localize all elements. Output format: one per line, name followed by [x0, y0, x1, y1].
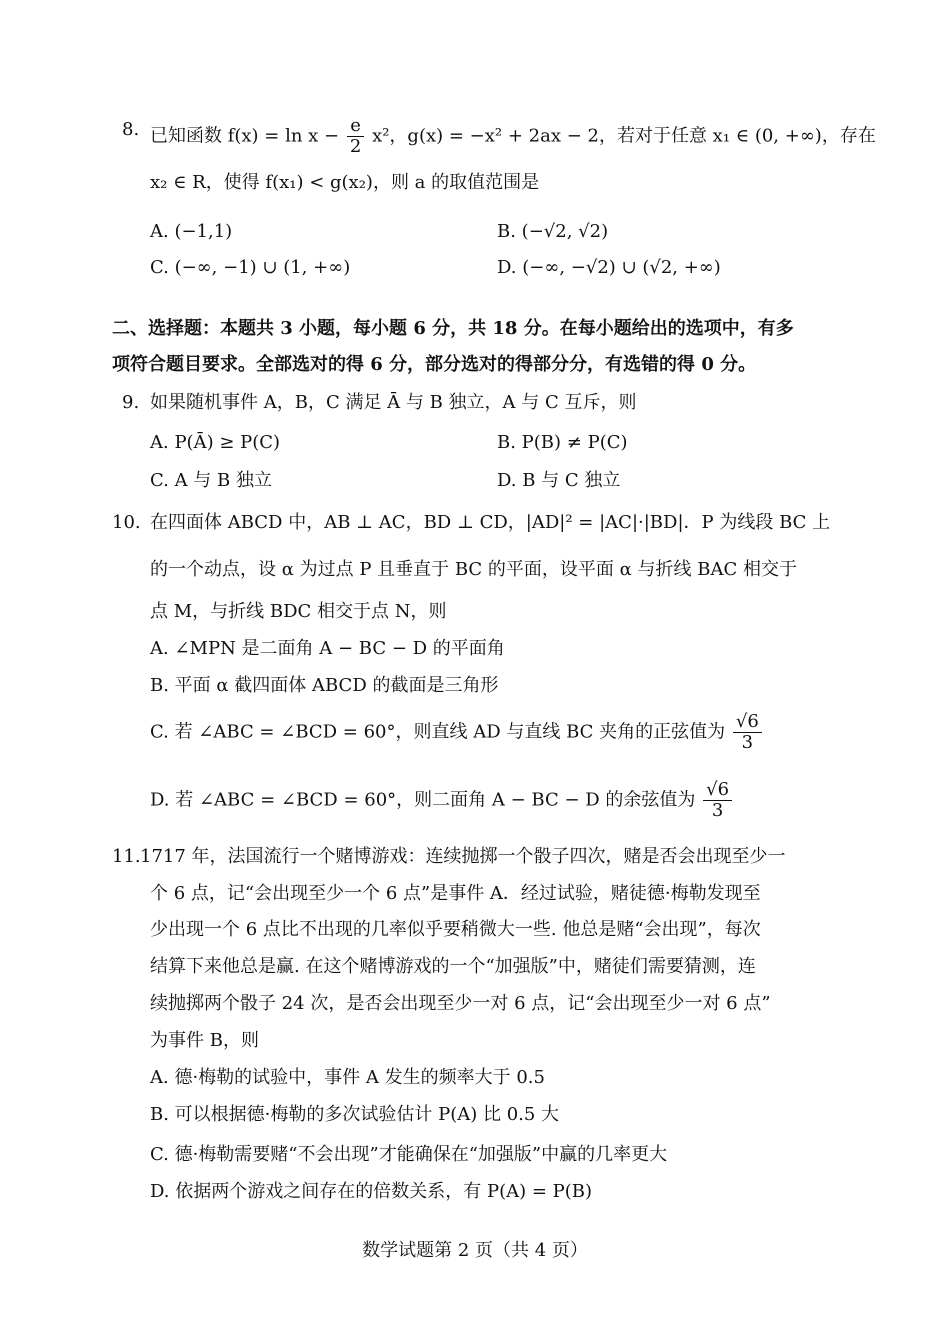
- section-2-heading-line-1: 二、选择题：本题共 3 小题，每小题 6 分，共 18 分。在每小题给出的选项中，有多: [112, 318, 794, 339]
- question-9-option-d: D. B 与 C 独立: [497, 470, 621, 491]
- question-8-stem-line-1: [150, 116, 876, 157]
- question-11-stem-line-4: 结算下来他总是赢. 在这个赌博游戏的一个“加强版”中，赌徒们需要猜测，连: [150, 956, 756, 977]
- fraction-denominator: 3: [711, 800, 724, 821]
- question-10-option-c-text: C. 若 ∠ABC = ∠BCD = 60°，则直线 AD 与直线 BC 夹角的正弦值为: [150, 721, 726, 743]
- question-11-option-a: A. 德·梅勒的试验中，事件 A 发生的频率大于 0.5: [150, 1067, 545, 1088]
- question-9-option-a: A. P(Ā) ≥ P(C): [150, 432, 281, 453]
- question-9-number: 9.: [122, 392, 140, 413]
- question-10-option-d-fraction: [703, 780, 732, 821]
- section-2-heading-line-2: 项符合题目要求。全部选对的得 6 分，部分选对的得部分分，有选错的得 0 分。: [112, 354, 757, 375]
- question-9-option-b: B. P(B) ≠ P(C): [497, 432, 628, 453]
- question-11-option-b: B. 可以根据德·梅勒的多次试验估计 P(A) 比 0.5 大: [150, 1104, 560, 1125]
- question-10-stem-line-2: 的一个动点，设 α 为过点 P 且垂直于 BC 的平面，设平面 α 与折线 BAC 相交于: [150, 559, 797, 580]
- fraction-numerator: √6: [733, 712, 762, 733]
- question-8-option-c: C. (−∞, −1) ∪ (1, +∞): [150, 257, 351, 278]
- question-11-number: 11.: [112, 846, 141, 867]
- question-11-stem-line-6: 为事件 B，则: [150, 1030, 259, 1051]
- question-10-number: 10.: [112, 512, 141, 533]
- question-8-stem-line-2: x₂ ∈ R，使得 f(x₁) < g(x₂)，则 a 的取值范围是: [150, 172, 540, 193]
- fraction-denominator: 2: [349, 136, 362, 157]
- fraction-numerator: e: [347, 116, 364, 137]
- question-11-option-d: D. 依据两个游戏之间存在的倍数关系，有 P(A) = P(B): [150, 1181, 593, 1202]
- page-footer: 数学试题第 2 页（共 4 页）: [362, 1240, 588, 1261]
- question-11-stem-line-3: 少出现一个 6 点比不出现的几率似乎要稍微大一些. 他总是赌“会出现”，每次: [150, 919, 761, 940]
- fraction-denominator: 3: [741, 732, 754, 753]
- question-9-stem: 如果随机事件 A，B，C 满足 Ā 与 B 独立，A 与 C 互斥，则: [150, 392, 637, 413]
- question-11-option-c: C. 德·梅勒需要赌“不会出现”才能确保在“加强版”中赢的几率更大: [150, 1144, 668, 1165]
- question-8-option-a: A. (−1,1): [150, 221, 233, 242]
- question-8-fraction: [347, 116, 364, 157]
- question-8-stem-post: x²，g(x) = −x² + 2ax − 2，若对于任意 x₁ ∈ (0, +∞)，存在: [372, 125, 876, 147]
- question-10-stem-line-1: 在四面体 ABCD 中，AB ⊥ AC，BD ⊥ CD，|AD|² = |AC|·|BD|．P 为线段 BC 上: [150, 512, 831, 533]
- question-9-option-c: C. A 与 B 独立: [150, 470, 272, 491]
- question-10-option-d-text: D. 若 ∠ABC = ∠BCD = 60°，则二面角 A − BC − D 的余弦值为: [150, 789, 696, 811]
- question-8-stem-pre: 已知函数 f(x) = ln x −: [150, 125, 340, 147]
- question-10-option-d: [150, 780, 734, 821]
- question-11-stem-line-5: 续抛掷两个骰子 24 次，是否会出现至少一对 6 点，记“会出现至少一对 6 点”: [150, 993, 771, 1014]
- question-8-option-d: D. (−∞, −√2) ∪ (√2, +∞): [497, 257, 721, 278]
- question-8-number: 8.: [122, 119, 140, 140]
- question-10-option-a: A. ∠MPN 是二面角 A − BC − D 的平面角: [150, 638, 505, 659]
- fraction-numerator: √6: [703, 780, 732, 801]
- question-8-option-b: B. (−√2, √2): [497, 221, 609, 242]
- question-10-stem-line-3: 点 M，与折线 BDC 相交于点 N，则: [150, 601, 447, 622]
- question-11-stem-line-2: 个 6 点，记“会出现至少一个 6 点”是事件 A．经过试验，赌徒德·梅勒发现至: [150, 883, 761, 904]
- question-10-option-c: [150, 712, 764, 753]
- question-10-option-b: B. 平面 α 截四面体 ABCD 的截面是三角形: [150, 675, 499, 696]
- question-11-stem-line-1: 1717 年，法国流行一个赌博游戏：连续抛掷一个骰子四次，赌是否会出现至少一: [140, 846, 786, 867]
- question-10-option-c-fraction: [733, 712, 762, 753]
